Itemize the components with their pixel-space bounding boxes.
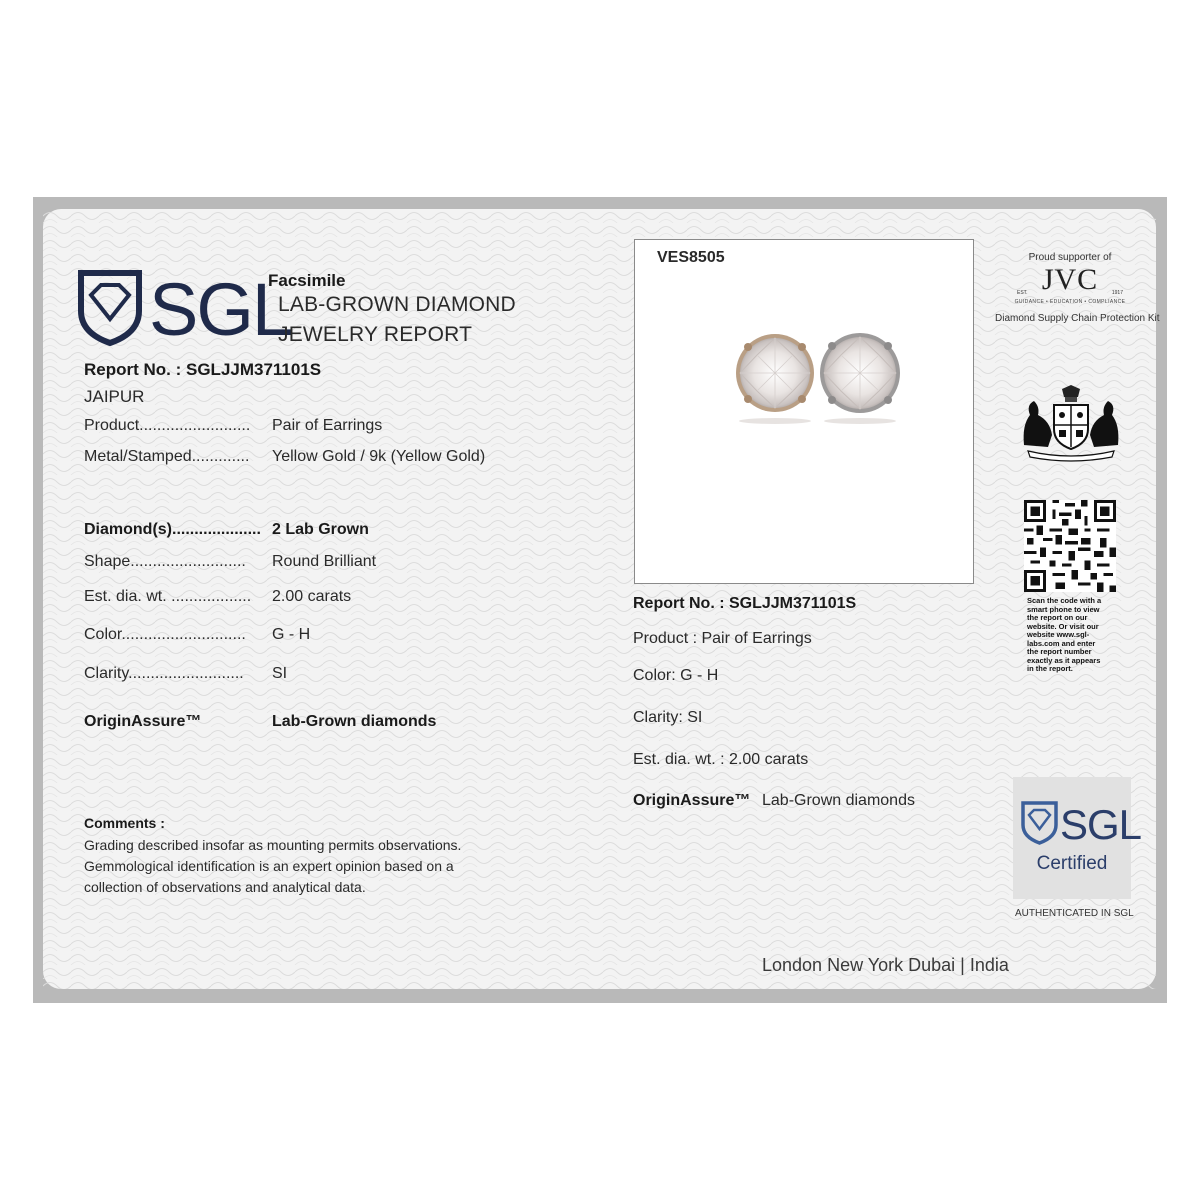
detail-value: 2.00 carats (272, 588, 352, 605)
dot-leader: ............................ (121, 626, 246, 643)
detail-row-shape (84, 553, 246, 571)
qr-line: the report on our (1027, 613, 1088, 622)
earrings-image (715, 325, 915, 435)
report-title-line2: JEWELRY REPORT (278, 323, 473, 346)
right-color: Color: G - H (633, 667, 719, 684)
qr-line: smart phone to view (1027, 604, 1100, 614)
diamond-icon (91, 285, 129, 319)
jvc-tagline: GUIDANCE • EDUCATION • COMPLIANCE (1014, 299, 1126, 305)
left-city: JAIPUR (84, 387, 145, 406)
detail-value: G - H (272, 626, 311, 643)
facsimile-label: Facsimile (268, 271, 346, 290)
origin-assure-value: Lab-Grown diamonds (272, 713, 437, 730)
jvc-proud-supporter: Proud supporter of (1028, 252, 1112, 263)
sgl-logo-text: SGL (149, 268, 292, 351)
comment-line: Gemmological identification is an expert opinion based on a (84, 858, 454, 874)
qr-code[interactable] (1024, 500, 1116, 592)
sgl-certified-badge (1013, 777, 1142, 899)
office-locations: London New York Dubai | India (762, 955, 1009, 975)
origin-assure-label: OriginAssure™ (84, 713, 202, 730)
left-report-number: Report No. : SGLJJM371101S (84, 360, 322, 379)
dot-leader: ............. (191, 448, 250, 465)
qr-line: in the report. (1027, 664, 1073, 673)
detail-key: Metal/Stamped (84, 448, 192, 465)
qr-line: labs.com and enter (1027, 638, 1096, 648)
right-clarity: Clarity: SI (633, 709, 703, 726)
detail-row-metal (84, 448, 249, 466)
jvc-badge (995, 252, 1160, 324)
dot-leader: .................... (172, 521, 261, 538)
sgl-logo (77, 267, 292, 351)
detail-value: SI (272, 665, 288, 682)
qr-line: website www.sgl- (1027, 630, 1090, 639)
detail-row-weight (84, 588, 251, 606)
left-stud-icon (736, 334, 814, 412)
detail-key: Clarity (84, 665, 129, 682)
certified-label: Certified (1036, 853, 1108, 874)
detail-key: Shape (84, 553, 131, 570)
detail-value: Round Brilliant (272, 553, 377, 570)
detail-key: Color (84, 626, 122, 643)
right-origin-label: OriginAssure™ (633, 792, 751, 809)
detail-value: 2 Lab Grown (272, 521, 369, 538)
comment-line: collection of observations and analytical data. (84, 879, 366, 895)
qr-line: website. Or visit our (1027, 621, 1099, 631)
detail-row-diamonds (84, 521, 261, 539)
sgl-certified-logo-text: SGL (1060, 801, 1142, 848)
dot-leader: .......................... (128, 665, 244, 682)
jvc-kit-label: Diamond Supply Chain Protection Kit (995, 313, 1160, 324)
right-product: Product : Pair of Earrings (633, 630, 812, 647)
detail-key: Est. dia. wt. (84, 588, 167, 605)
comment-line: Grading described insofar as mounting permits observations. (84, 837, 462, 853)
right-report-number: Report No. : SGLJJM371101S (633, 595, 857, 612)
dot-leader: ......................... (139, 417, 251, 434)
sgl-certified-logo (1020, 799, 1142, 848)
comments-text (84, 835, 504, 898)
right-origin-value: Lab-Grown diamonds (762, 792, 915, 809)
qr-line: exactly as it appears (1027, 655, 1101, 665)
jvc-logo-text: JVC (1041, 263, 1099, 296)
detail-row-product (84, 417, 250, 435)
product-photo-frame (634, 239, 974, 584)
detail-key: Product (84, 417, 140, 434)
detail-key: Diamond(s) (84, 521, 172, 538)
qr-line: Scan the code with a (1027, 596, 1102, 605)
coat-of-arms-icon (1016, 385, 1126, 460)
sku-label: VES8505 (657, 249, 725, 266)
report-title-line1: LAB-GROWN DIAMOND (278, 293, 516, 316)
right-weight: Est. dia. wt. : 2.00 carats (633, 751, 809, 768)
dot-leader: .......................... (130, 553, 246, 570)
jvc-year: 1917 (1111, 290, 1123, 296)
diamond-icon (1029, 810, 1050, 829)
jvc-est: EST. (1017, 290, 1028, 296)
right-stud-icon (820, 333, 900, 413)
comments-title: Comments : (84, 815, 165, 831)
qr-instructions (1027, 597, 1101, 674)
detail-value: Pair of Earrings (272, 417, 383, 434)
detail-row-clarity (84, 665, 244, 683)
dot-leader: .................. (166, 588, 252, 605)
authenticated-label: AUTHENTICATED IN SGL (1015, 908, 1134, 919)
qr-line: the report number (1027, 647, 1092, 656)
detail-value: Yellow Gold / 9k (Yellow Gold) (272, 448, 486, 465)
detail-row-color (84, 626, 246, 644)
